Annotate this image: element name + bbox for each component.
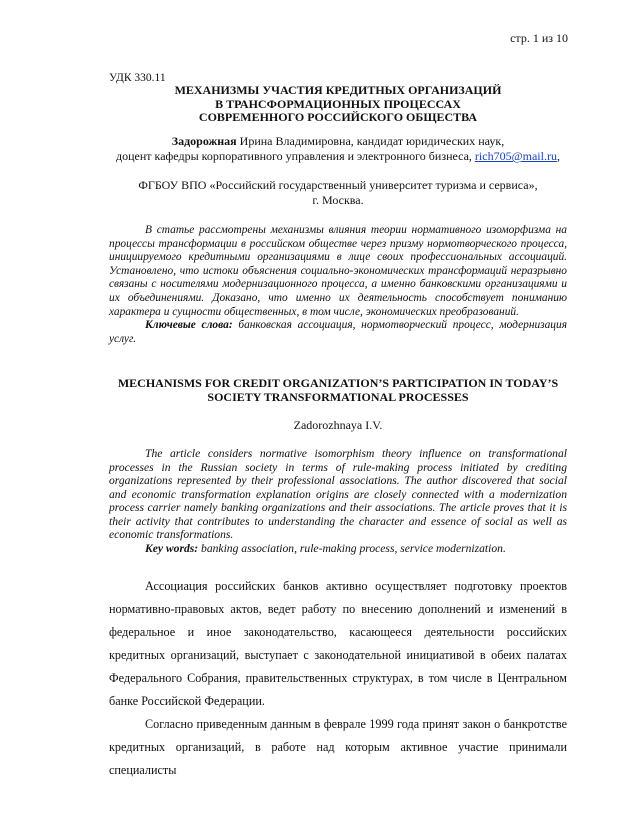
- organization: [109, 178, 567, 208]
- abstract-ru-text: В статье рассмотрены механизмы влияния теории нормативного изоморфизма на процессы трансформации в российском обществе через призму нормотворческого процесса, инициируемого кредитными организациями в лице своих профессиональных ассоциаций. Установлено, что истоки объяснения социально-экономических трансформаций неразрывно связаны с носителями модернизационного процесса, а именно банковскими организациями и их объединениями. Доказано, что именно их деятельность способствует пониманию характера и сущности общественных, в том числе, экономических преобразований.: [109, 224, 567, 318]
- article-title-ru: [109, 84, 567, 125]
- article-title-en: [109, 377, 567, 404]
- organization-city: г. Москва.: [312, 193, 364, 207]
- keywords-en-text: banking association, rule-making process, service modernization.: [198, 541, 506, 555]
- author-name: Ирина Владимировна, кандидат юридических наук,: [236, 134, 505, 148]
- body-text: [109, 575, 567, 782]
- author-surname: Задорожная: [171, 134, 237, 148]
- keywords-en: [109, 542, 567, 556]
- keywords-ru: [109, 319, 567, 346]
- udk-code: УДК 330.11: [109, 72, 166, 84]
- title-line: В ТРАНСФОРМАЦИОННЫХ ПРОЦЕССАХ: [215, 96, 461, 111]
- organization-name: ФГБОУ ВПО «Российский государственный университет туризма и сервиса»,: [138, 178, 538, 192]
- abstract-en: [109, 447, 567, 555]
- body-paragraph: Согласно приведенным данным в феврале 1999 года принят закон о банкротстве кредитных организаций, в работе над которым активное участие принимали специалисты: [109, 717, 567, 777]
- title-line: МЕХАНИЗМЫ УЧАСТИЯ КРЕДИТНЫХ ОРГАНИЗАЦИЙ: [174, 83, 502, 97]
- page-number: стр. 1 из 10: [510, 31, 568, 45]
- title-en-line: SOCIETY TRANSFORMATIONAL PROCESSES: [207, 389, 469, 404]
- keywords-ru-text: банковская ассоциация, нормотворческий процесс, модернизация услуг.: [109, 319, 567, 345]
- body-paragraph: Ассоциация российских банков активно осуществляет подготовку проектов нормативно-правовых актов, ведет работу по внесению дополнений и изменений в федеральное и иное законодательство, касающееся деятельности российских кредитных организаций, выступает с законодательной инициативой в обеих палатах Федерального Собрания, правительственных структурах, в том числе в Центральном банке Российской Федерации.: [109, 579, 567, 708]
- author-position: доцент кафедры корпоративного управления и электронного бизнеса,: [116, 149, 475, 163]
- author-en: Zadorozhnaya I.V.: [293, 418, 383, 432]
- keywords-ru-label: Ключевые слова:: [145, 319, 233, 332]
- keywords-en-label: Key words:: [145, 541, 199, 555]
- title-en-line: MECHANISMS FOR CREDIT ORGANIZATION’S PARTICIPATION IN TODAY’S: [117, 376, 559, 390]
- abstract-en-text: The article considers normative isomorphism theory influence on transformational processes in the Russian society in terms of rule-making process initiated by crediting organizations represented by their professional associations. The author discovered that social and economic transformation explanation origins are closely connected with a modernization process carrier namely banking organizations and their associations. The article proves that it is their activity that contributes to understanding the character and essence of social as well as economic transformations.: [109, 447, 567, 541]
- author-info: [109, 134, 567, 164]
- author-email-link[interactable]: rich705@mail.ru: [474, 149, 557, 163]
- email-suffix: ,: [556, 149, 560, 163]
- title-line: СОВРЕМЕННОГО РОССИЙСКОГО ОБЩЕСТВА: [198, 110, 478, 124]
- abstract-ru: [109, 224, 567, 346]
